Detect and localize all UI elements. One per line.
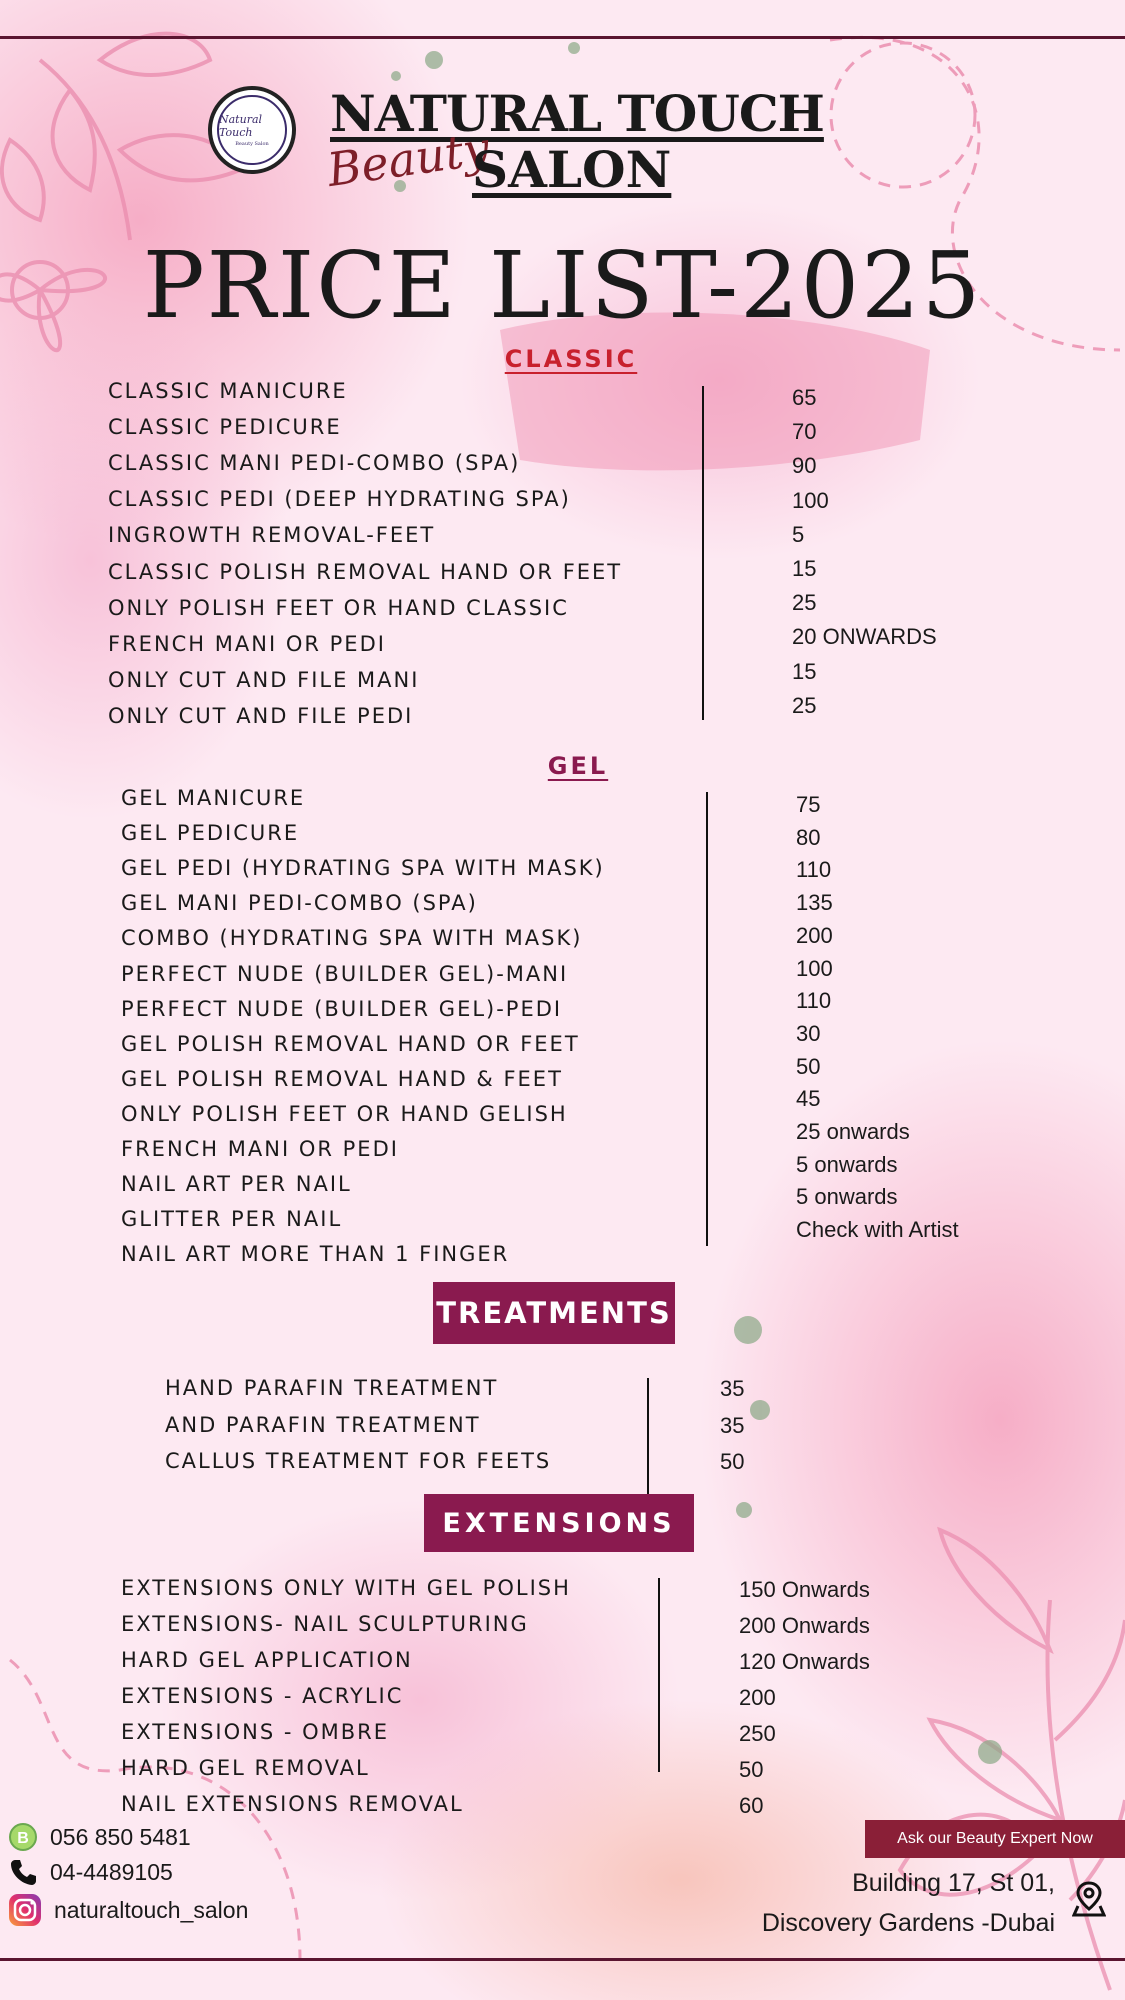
address-line1: Building 17, St 01,	[852, 1869, 1055, 1897]
gel-service-price: 110	[796, 988, 832, 1014]
extensions-service-name: EXTENSIONS - OMBRE	[121, 1720, 390, 1744]
gel-service-name: GEL POLISH REMOVAL HAND & FEET	[121, 1066, 563, 1091]
classic-service-price: 90	[792, 453, 817, 479]
gel-service-name: GEL PEDICURE	[121, 821, 300, 846]
classic-service-price: 65	[792, 385, 817, 410]
logo-text: Natural Touch	[219, 113, 263, 139]
gel-divider	[706, 792, 708, 1246]
gel-service-price: 100	[796, 955, 833, 981]
instagram-icon	[8, 1893, 42, 1927]
extensions-service-price: 200 Onwards	[739, 1613, 870, 1638]
location-pin-icon[interactable]	[1072, 1880, 1106, 1918]
classic-service-price: 20 ONWARDS	[792, 624, 937, 650]
whatsapp-business-icon	[8, 1822, 38, 1852]
phone-icon	[8, 1857, 38, 1887]
gel-service-name: COMBO (HYDRATING SPA WITH MASK)	[121, 926, 583, 951]
classic-service-price: 15	[792, 658, 817, 684]
address-line2: Discovery Gardens -Dubai	[761, 1909, 1055, 1937]
gel-service-price: 50	[796, 1053, 821, 1079]
extensions-service-price: 200	[739, 1685, 776, 1710]
gel-service-name: GEL POLISH REMOVAL HAND OR FEET	[121, 1031, 580, 1056]
classic-service-name: CLASSIC MANI PEDI-COMBO (SPA)	[108, 451, 521, 476]
gel-service-price: 5 onwards	[796, 1184, 898, 1210]
logo-subtext: Beauty Salon	[235, 141, 269, 147]
ask-expert-button[interactable]: Ask our Beauty Expert Now	[865, 1820, 1125, 1858]
section-heading-classic: CLASSIC	[504, 345, 638, 373]
treatments-service-name: AND PARAFIN TREATMENT	[165, 1412, 481, 1437]
classic-service-price: 15	[792, 556, 817, 581]
phone-number: 04-4489105	[50, 1858, 173, 1885]
treatments-divider	[647, 1378, 649, 1512]
instagram-handle: naturaltouch_salon	[54, 1896, 249, 1923]
bottom-rule	[0, 1958, 1125, 1961]
classic-service-name: ONLY CUT AND FILE PEDI	[108, 703, 414, 728]
gel-service-name: GEL MANICURE	[121, 786, 306, 810]
gel-service-name: GLITTER PER NAIL	[121, 1207, 343, 1232]
section-heading-extensions: EXTENSIONS	[424, 1494, 694, 1552]
extensions-service-name: EXTENSIONS ONLY WITH GEL POLISH	[121, 1576, 571, 1600]
contact-whatsapp[interactable]	[8, 1822, 191, 1852]
treatments-service-price: 35	[720, 1412, 745, 1438]
gel-service-name: NAIL ART PER NAIL	[121, 1172, 352, 1197]
gel-service-price: 110	[796, 857, 832, 883]
brand-name-line2: SALON	[472, 140, 672, 199]
classic-service-price: 100	[792, 487, 829, 513]
whatsapp-number: 056 850 5481	[50, 1823, 191, 1850]
extensions-service-name: NAIL EXTENSIONS REMOVAL	[121, 1792, 464, 1816]
classic-service-name: FRENCH MANI OR PEDI	[108, 631, 386, 656]
classic-service-name: ONLY CUT AND FILE MANI	[108, 667, 420, 692]
treatments-service-name: HAND PARAFIN TREATMENT	[165, 1376, 499, 1400]
treatments-service-price: 50	[720, 1449, 745, 1474]
contact-phone[interactable]	[8, 1857, 173, 1887]
page-title: PRICE LIST-2025	[142, 232, 983, 339]
gel-service-price: 30	[796, 1020, 821, 1046]
classic-service-name: CLASSIC PEDI (DEEP HYDRATING SPA)	[108, 487, 571, 512]
classic-service-price: 25	[792, 692, 817, 718]
treatments-service-name: CALLUS TREATMENT FOR FEETS	[165, 1449, 552, 1473]
gel-service-price: 75	[796, 792, 821, 817]
gel-service-price: Check with Artist	[796, 1217, 959, 1243]
gel-service-name: PERFECT NUDE (BUILDER GEL)-MANI	[121, 961, 569, 986]
gel-service-name: GEL PEDI (HYDRATING SPA WITH MASK)	[121, 856, 605, 881]
classic-service-price: 25	[792, 590, 817, 616]
gel-service-price: 5 onwards	[796, 1151, 898, 1177]
gel-service-name: GEL MANI PEDI-COMBO (SPA)	[121, 891, 478, 916]
treatments-service-price: 35	[720, 1376, 745, 1401]
section-heading-gel: GEL	[547, 752, 609, 780]
gel-service-name: FRENCH MANI OR PEDI	[121, 1137, 399, 1161]
gel-service-price: 80	[796, 824, 821, 850]
gel-service-price: 45	[796, 1086, 821, 1112]
classic-service-name: ONLY POLISH FEET OR HAND CLASSIC	[108, 595, 569, 620]
salon-logo	[208, 86, 296, 174]
classic-service-name: INGROWTH REMOVAL-FEET	[108, 523, 436, 548]
extensions-divider	[658, 1578, 660, 1772]
gel-service-price: 200	[796, 922, 833, 948]
extensions-service-price: 60	[739, 1793, 764, 1818]
extensions-service-price: 50	[739, 1757, 764, 1782]
classic-service-name: CLASSIC MANICURE	[108, 379, 348, 403]
top-rule	[0, 36, 1125, 39]
extensions-service-price: 150 Onwards	[739, 1577, 870, 1602]
classic-service-name: CLASSIC PEDICURE	[108, 415, 342, 440]
gel-service-name: PERFECT NUDE (BUILDER GEL)-PEDI	[121, 996, 563, 1021]
classic-service-name: CLASSIC POLISH REMOVAL HAND OR FEET	[108, 559, 623, 584]
extensions-service-name: EXTENSIONS - ACRYLIC	[121, 1684, 404, 1708]
contact-instagram[interactable]	[8, 1893, 248, 1927]
extensions-service-price: 120 Onwards	[739, 1649, 870, 1674]
extensions-service-name: EXTENSIONS- NAIL SCULPTURING	[121, 1612, 529, 1636]
classic-service-price: 5	[792, 521, 805, 547]
brand-script-beauty: Beauty	[324, 120, 493, 198]
logo-emblem	[217, 95, 287, 165]
svg-text:B: B	[17, 1830, 29, 1847]
classic-service-price: 70	[792, 419, 817, 445]
extensions-service-name: HARD GEL REMOVAL	[121, 1756, 370, 1780]
classic-divider	[702, 386, 704, 720]
section-heading-treatments: TREATMENTS	[433, 1282, 675, 1344]
brand-name-line1: NATURAL TOUCH	[330, 84, 824, 143]
gel-service-price: 25 onwards	[796, 1119, 910, 1144]
extensions-service-name: HARD GEL APPLICATION	[121, 1648, 413, 1672]
gel-service-price: 135	[796, 890, 833, 916]
extensions-service-price: 250	[739, 1721, 776, 1746]
gel-service-name: NAIL ART MORE THAN 1 FINGER	[121, 1242, 510, 1267]
gel-service-name: ONLY POLISH FEET OR HAND GELISH	[121, 1101, 568, 1126]
